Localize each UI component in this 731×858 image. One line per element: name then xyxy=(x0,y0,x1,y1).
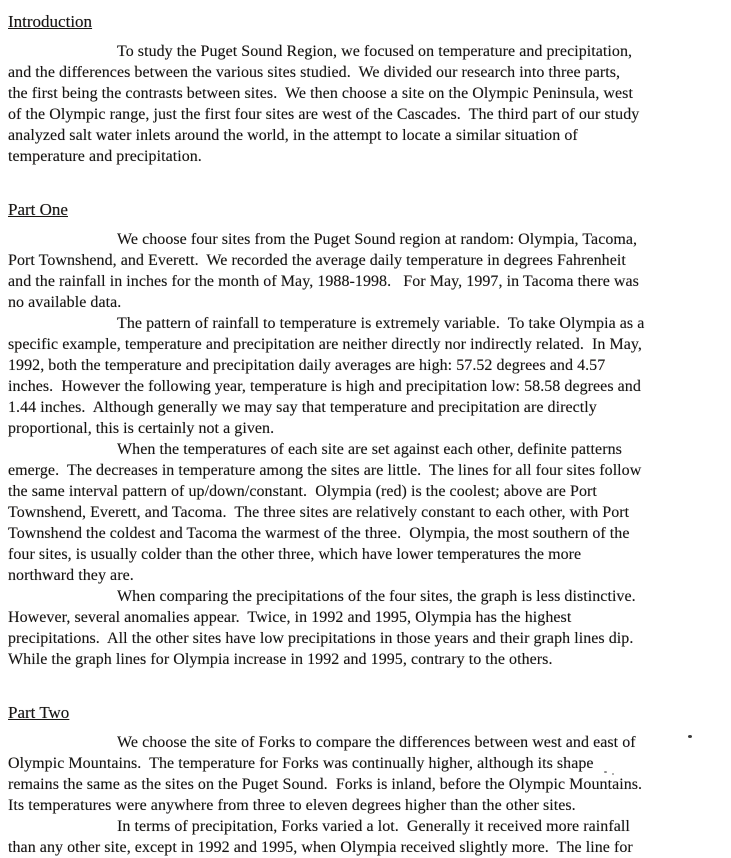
text-line: inches. However the following year, temperature is high and precipitation low: 58.58 degrees and xyxy=(8,378,641,395)
text-line: emerge. The decreases in temperature among the sites are little. The lines for all four sites follow xyxy=(8,462,642,479)
scan-artifact-dot xyxy=(604,771,607,773)
text-line: no available data. xyxy=(8,294,122,311)
text-line: 1992, both the temperature and precipitation daily averages are high: 57.52 degrees and 4.57 xyxy=(8,357,606,374)
text-line: Port Townshend, and Everett. We recorded the average daily temperature in degrees Fahrenheit xyxy=(8,252,626,269)
text-line: temperature and precipitation. xyxy=(8,148,202,165)
text-line: When the temperatures of each site are set against each other, definite patterns xyxy=(117,441,622,458)
text-line: four sites, is usually colder than the other three, which have lower temperatures the more xyxy=(8,546,582,563)
paragraph xyxy=(8,732,725,816)
text-line: We choose the site of Forks to compare the differences between west and east of xyxy=(117,734,636,751)
scan-artifact-dot xyxy=(688,735,692,738)
section-heading: Part One xyxy=(8,200,68,219)
paragraph xyxy=(8,586,725,670)
text-line: Olympic Mountains. The temperature for Forks was continually higher, although its shape xyxy=(8,755,594,772)
scan-artifact-dot xyxy=(612,773,614,775)
section-heading: Introduction xyxy=(8,12,93,31)
text-line: Townshend the coldest and Tacoma the warmest of the three. Olympia, the most southern of the xyxy=(8,525,630,542)
text-line: Townshend, Everett, and Tacoma. The three sites are relatively constant to each other, with Port xyxy=(8,504,630,521)
text-line: The pattern of rainfall to temperature is extremely variable. To take Olympia as a xyxy=(117,315,645,332)
section-heading: Part Two xyxy=(8,703,70,722)
text-line: of the Olympic range, just the first four sites are west of the Cascades. The third part of our study xyxy=(8,106,640,123)
text-line: To study the Puget Sound Region, we focused on temperature and precipitation, xyxy=(117,43,633,60)
text-line: In terms of precipitation, Forks varied a lot. Generally it received more rainfall xyxy=(117,818,630,835)
paragraph xyxy=(8,313,725,439)
text-line: analyzed salt water inlets around the world, in the attempt to locate a similar situation of xyxy=(8,127,578,144)
text-line: and the differences between the various sites studied. We divided our research into three parts, xyxy=(8,64,621,81)
paragraph xyxy=(8,816,725,858)
paragraph xyxy=(8,41,725,167)
text-line: the first being the contrasts between sites. We then choose a site on the Olympic Peninsula, west xyxy=(8,85,633,102)
text-line: We choose four sites from the Puget Sound region at random: Olympia, Tacoma, xyxy=(117,231,638,248)
text-line: While the graph lines for Olympia increase in 1992 and 1995, contrary to the others. xyxy=(8,651,553,668)
text-line: precipitations. All the other sites have low precipitations in those years and their graph lines dip. xyxy=(8,630,634,647)
text-line: and the rainfall in inches for the month of May, 1988-1998. For May, 1997, in Tacoma there was xyxy=(8,273,639,290)
text-line: the same interval pattern of up/down/constant. Olympia (red) is the coolest; above are Port xyxy=(8,483,597,500)
text-line: remains the same as the sites on the Puget Sound. Forks is inland, before the Olympic Mountains. xyxy=(8,776,643,793)
text-line: than any other site, except in 1992 and 1995, when Olympia received slightly more. The line for xyxy=(8,839,633,856)
text-line: specific example, temperature and precipitation are neither directly nor indirectly related. In May, xyxy=(8,336,642,353)
paragraph xyxy=(8,229,725,313)
text-line: proportional, this is certainly not a given. xyxy=(8,420,275,437)
text-line: When comparing the precipitations of the four sites, the graph is less distinctive. xyxy=(117,588,636,605)
text-line: 1.44 inches. Although generally we may say that temperature and precipitation are directly xyxy=(8,399,597,416)
paragraph xyxy=(8,439,725,586)
text-line: Its temperatures were anywhere from three to eleven degrees higher than the other sites. xyxy=(8,797,576,814)
text-line: northward they are. xyxy=(8,567,134,584)
text-line: However, several anomalies appear. Twice, in 1992 and 1995, Olympia has the highest xyxy=(8,609,572,626)
